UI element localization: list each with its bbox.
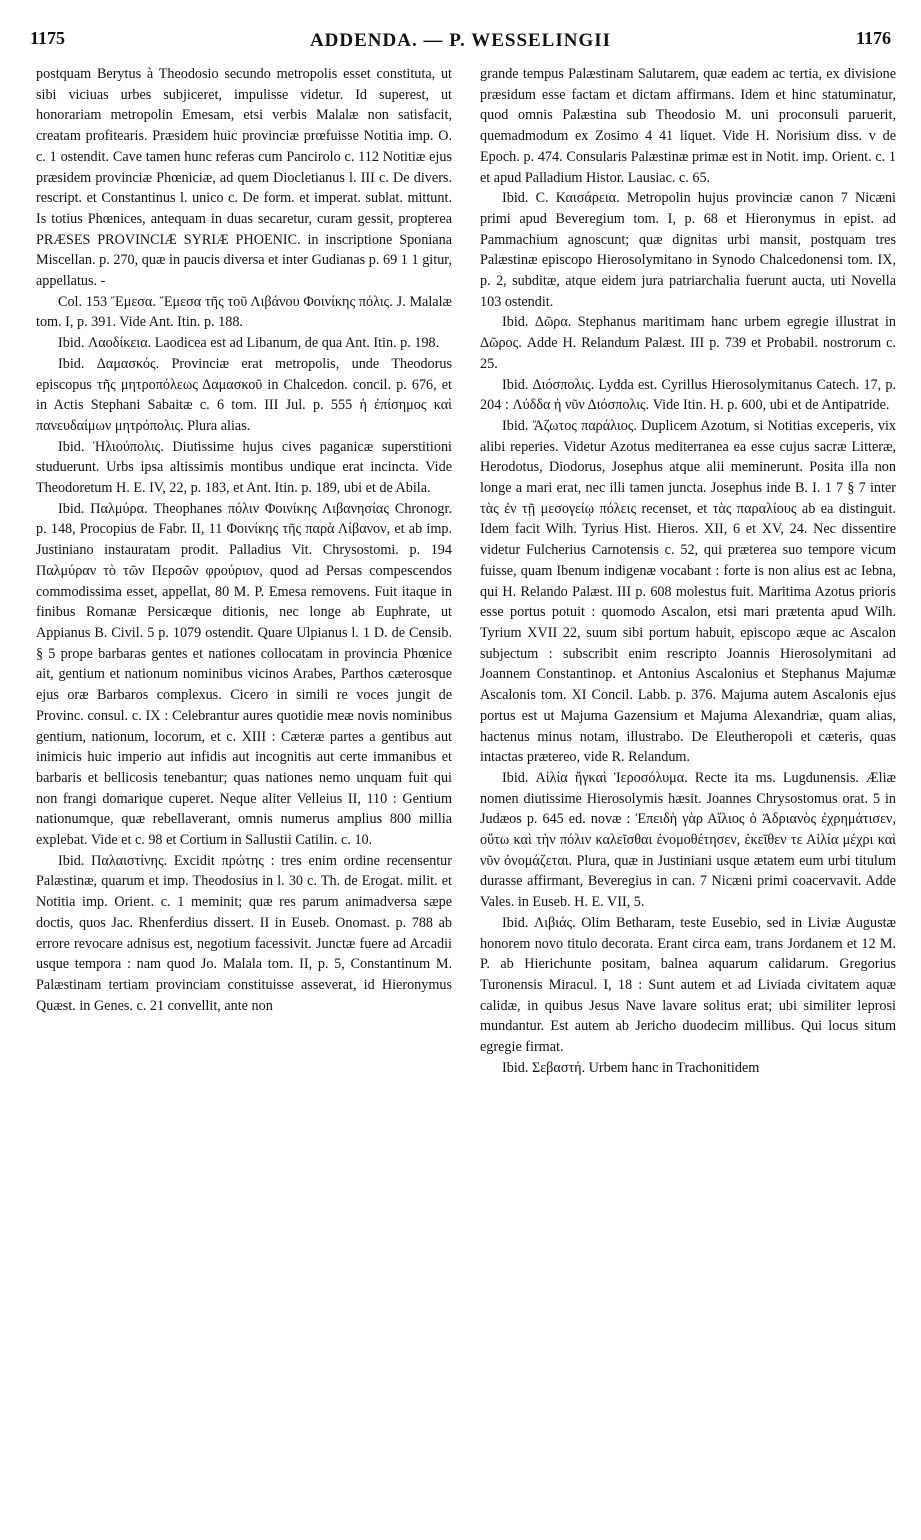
paragraph: Ibid. C. Καισάρεια. Metropolin hujus provinciæ canon 7 Nicæni primi apud Beveregium tom. I, p. 68 et Hieronymus in epist. ad Pammachium agnoscunt; quæ dignitas urbi mansit, postquam tres Palæstinæ episcopo Hierosolymitano in Synodo Chalcedonensi tom. IX, p. 2, subditæ, atque eidem jura patriarchalia fuerunt aucta, uti Novella 103 ostendit.	[480, 190, 896, 310]
paragraph: Ibid. Ἡλιούπολις. Diutissime hujus cives paganicæ superstitioni studuerunt. Urbs ipsa altissimis montibus undique erat incincta. Vide Theodoretum H. E. IV, 22, p. 183, et Ant. Itin. p. 189, ubi et de Abila.	[36, 438, 452, 497]
paragraph: Col. 153 Ἔμεσα. Ἔμεσα τῆς τοῦ Λιβάνου Φοινίκης πόλις. J. Malalæ tom. I, p. 391. Vide Ant. Itin. p. 188.	[36, 293, 452, 331]
paragraph: Ibid. Δῶρα. Stephanus maritimam hanc urbem egregie illustrat in Δῶρος. Adde H. Relandum Palæst. III p. 739 et Probabil. nostrorum c. 25.	[480, 314, 896, 372]
paragraph: grande tempus Palæstinam Salutarem, quæ eadem ac tertia, ex divisione præsidum esse factam et dictam affirmans. Idem et hinc statuminatur, quod omnis Palæstina sub Theodosio M. uni proconsuli paruerit, quemadmodum ex Zosimo 4 41 liquet. Vide H. Norisium diss. v de Epoch. p. 474. Consularis Palæstinæ primæ est in Notit. imp. Orient. c. 1 et apud Palladium Histor. Lausiac. c. 65.	[480, 66, 896, 186]
paragraph: Ibid. Λιβιάς. Olim Betharam, teste Eusebio, sed in Liviæ Augustæ honorem novo titulo decorata. Erant circa eam, trans Jordanem et 12 M. P. ab Hierichunte positam, balnea aquarum calidarum. Gregorius Turonensis Miracul. I, 18 : Sunt autem et ad Liviada civitatem aquæ calidæ, in quibus Jesus Nave lavare solitus erat; ubi similiter leprosi mundantur. Est autem ab Jericho duodecim millibus. Qui locus situm egregie firmat.	[480, 914, 896, 1056]
paragraph: Ibid. Αἰλία ἤγκαὶ Ἱεροσόλυμα. Recte ita ms. Lugdunensis. Æliæ nomen diutissime Hierosolymis hæsit. Joannes Chrysostomus orat. 5 in Judæos p. 645 ed. novæ : Ἐπειδὴ γὰρ Αἴλιος ὁ Ἀδριανὸς ἐχρημάτισεν, οὕτω καὶ τὴν πόλιν καλεῖσθαι ἐνομοθέτησεν, ἐκεῖθεν τε Αἰλία μέχρι καὶ νῦν ὀνομάζεται. Plura, quæ in Justiniani usque ætatem eum urbi titulum durasse affirmant, Beveregius in can. 7 Nicæni primi coacervavit. Adde Vales. in Euseb. H. E. VII, 5.	[480, 769, 896, 911]
page-header	[30, 28, 891, 68]
paragraph: Ibid. Λαοδίκεια. Laodicea est ad Libanum, de qua Ant. Itin. p. 198.	[58, 335, 440, 352]
paragraph: Ibid. Σεβαστή. Urbem hanc in Trachonitidem	[502, 1059, 760, 1076]
paragraph: Ibid. Διόσπολις. Lydda est. Cyrillus Hierosolymitanus Catech. 17, p. 204 : Λύδδα ἡ νῦν Διόσπολις. Vide Itin. H. p. 600, ubi et de Antipatride.	[480, 376, 896, 414]
paragraph: Ibid. Παλμύρα. Theophanes πόλιν Φοινίκης Λιβανησίας Chronogr. p. 148, Procopius de Fabr. II, 11 Φοινίκης τῆς παρὰ Λίβανον, et ab imp. Justiniano instauratam prodit. Palladius Vit. Chrysostomi. p. 194 Παλμύραν τὸ τῶν Περσῶν φρούριον, quod ad Persas compescendos commodissima esset, appellat, 80 M. P. Emesa removens. Fuit itaque in finibus Romanæ Persicæque ditionis, nec longe ab Euphrate, ut Appianus B. Civil. 5 p. 1079 ostendit. Quare Ulpianus l. 1 D. de Censib. § 5 prope barbaras gentes et nationes collocatam in provincia Phœnice ait, gentium et nationum nominibus vicinos Arabes, Parthos cæterosque ejus oræ Barbaros complexus. Cicero in simili re voces jungit de Provinc. consul. c. IX : Celebrantur aures quotidie meæ novis nominibus gentium, nationum, locorum, et c. XIII : Cæteræ partes a gentibus aut inimicis huic imperio aut infidis aut incognitis aut certe immanibus et barbaris et bellicosis tenebantur; quas nationes nemo unquam fuit qui non frangi domarique cuperet. Neque aliter Velleius II, 110 : Gentium nationumque, quæ rebellaverant, omnis numerus amplius 800 millia explebat. Vide et c. 98 et Cortium in Sallustii Catilin. c. 10.	[36, 500, 452, 849]
right-column	[480, 64, 896, 1524]
paragraph: Ibid. Παλαιστίνης. Excidit πρώτης : tres enim ordine recensentur Palæstinæ, quarum et imp. Theodosius in l. 30 c. Th. de Erogat. milit. et Notitia imp. Orient. c. 1 meminit; quæ res parum animadversa sæpe doctis, quos Jac. Rhenferdius dissert. II in Euseb. Onomast. p. 788 ab errore revocare adnisus est, negotium facessivit. Junctæ fuere ad Arcadii usque tempora : nam quod Jo. Malala tom. II, p. 5, Constantinum M. Palæstinam tertiam provinciam constituisse asseverat, id Hieronymus Quæst. in Genes. c. 21 convellit, ante non	[36, 852, 452, 1014]
left-column	[36, 64, 452, 1524]
page-number-right: 1176	[855, 28, 891, 48]
page-number-left: 1175	[30, 28, 66, 48]
paragraph: postquam Berytus à Theodosio secundo metropolis esset constituta, ut sibi viciuas urbes subjiceret, impulisse videtur. Id superest, ut honorariam metropolin Emesam, etsi verbis Malalæ non satisfacit, creatam profitearis. Præsidem huic provinciæ prœfuisse Notitia imp. O. c. 1 ostendit. Cave tamen hunc referas cum Pancirolo c. 112 Notitiæ ejus præsidem provinciæ Phœniciæ, ad quem Diocletianus l. III c. De divers. rescript. et Constantinus l. unico c. De form. et imperat. sublat. mittunt. Is totius Phœnices, antequam in duas secaretur, curam gessit, propterea PRÆSES PROVINCIÆ SYRIÆ PHOENIC. in inscriptione Sponiana Miscellan. p. 270, quæ in paucis diversa et inter Gudianas p. 69 1 1 gitur, appellatus. -	[36, 66, 452, 290]
paragraph: Ibid. Ἄζωτος παράλιος. Duplicem Azotum, si Notitias exceperis, vix alibi reperies. Videtur Azotus mediterranea ea esse cujus sacræ Litteræ, Herodotus, Diodorus, Josephus atque alii meminerunt. Posita illa non longe a mari erat, nec illi tamen juncta. Josephus inde B. I. 1 7 § 7 inter τὰς ἐν τῇ μεσογείῳ πόλεις recenset, et τὰς παραλίους ab ea distinguit. Idem facit Wilh. Tyrius Hist. Hieros. XII, 6 et XV, 24. Nec dissentire videtur Fulcherius Carnotensis c. 52, qui præterea suo tempore vicum fuisse, quam Ibenum indigenæ vocabant : forte is non alius est ac Iebna, qui H. Relando Palæst. III p. 608 molestus fuit. Maritima Azotus prioris esse portus potuit : quomodo Ascalon, etsi mari prætenta apud Wilh. Tyrium XVII 22, suum sibi portum habuit, episcopo æque ac Ascalon subjectum : subscribit enim rescripto Joannis Hierosolymitani ad Joannem Constantinop. et Antonius Ascalonius et Stephanus Majumæ Ascalonis tom. XI Concil. Labb. p. 376. Majuma autem Ascalonis ejus portus est ut Majuma Gazensium et Majuma Alexandriæ, quam alias, hactenus minus notam, illustrabo. De Eleutheropoli et cæteris, quas intactas prætereo, vide R. Relandum.	[480, 417, 896, 766]
paragraph: Ibid. Δαμασκός. Provinciæ erat metropolis, unde Theodorus episcopus τῆς μητροπόλεως Δαμασκοῦ in Chalcedon. concil. p. 676, et in Actis Stephani Sabaitæ c. 6 tom. III Jul. p. 555 ἡ ἐπίσημος καὶ πανευδαίμων μητρόπολις. Plura alias.	[36, 355, 452, 434]
running-title: ADDENDA. — P. WESSELINGII	[309, 30, 612, 51]
